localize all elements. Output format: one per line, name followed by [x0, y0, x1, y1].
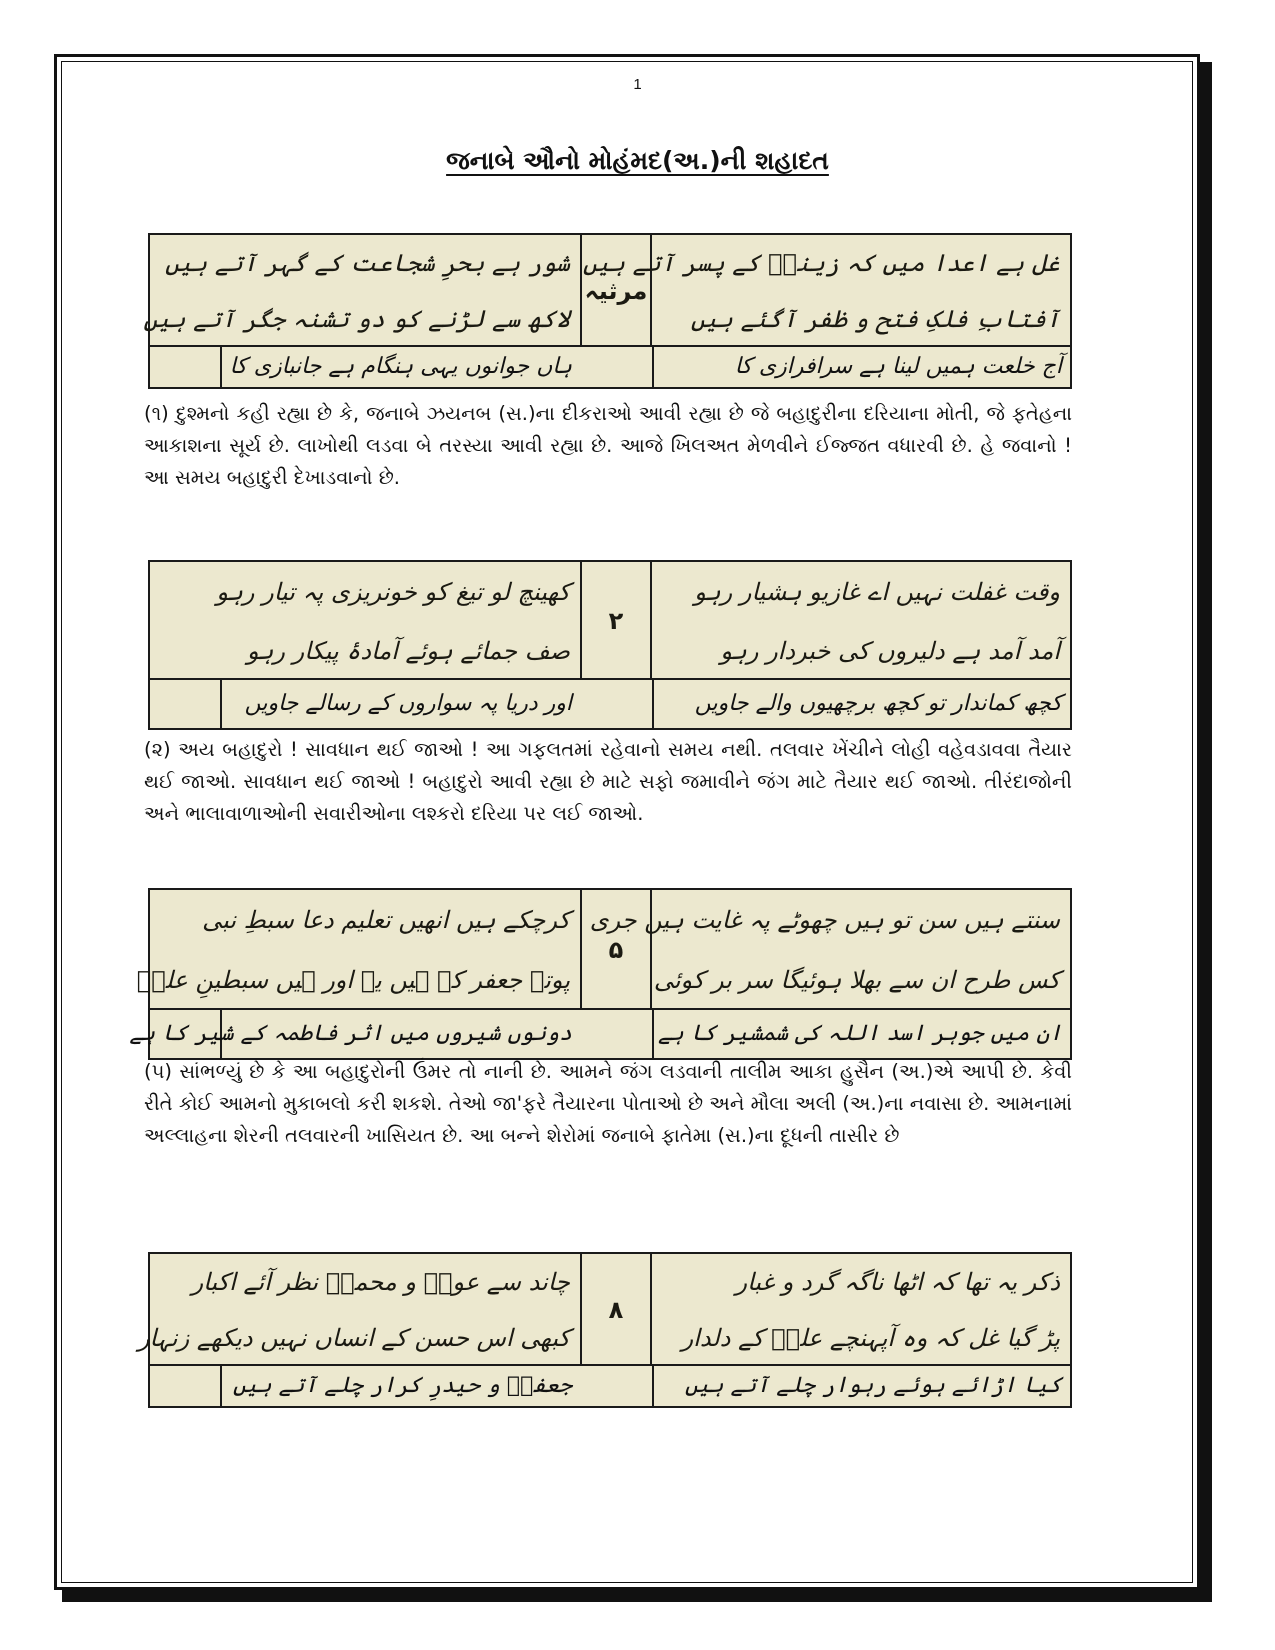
scan-verse-line: ذکر یہ تھا کہ اٹھا ناگہ گرد و غبار [735, 1268, 1060, 1296]
scan-footer-left: اور دریا پہ سواروں کے رسالے جاویں [220, 680, 582, 728]
scan-footer-right: کیا اڑائے ہوئے رہوار چلے آتے ہیں [652, 1366, 1072, 1406]
scan-footer-row [150, 680, 1070, 728]
scan-verse-line: شور ہے بحرِ شجاعت کے گہر آتے ہیں [165, 249, 570, 277]
scan-verse-number: ۵ [582, 890, 652, 1010]
scan-verse-line: کرچکے ہیں انھیں تعلیم دعا سبطِ نبی [202, 906, 570, 934]
scan-verse-line: کھینچ لو تیغ کو خونریزی پہ تیار رہو [216, 577, 570, 606]
gujarati-translation-1: (૧) દુશ્મનો કહી રહ્યા છે કે, જનાબે ઝયનબ (સ.)ના દીકરાઓ આવી રહ્યા છે જે બહાદુરીના દરિયાના મોતી, જે ફતેહના આકાશના સૂર્ય છે. લાખોથી લડવા બે તરસ્યા આવી રહ્યા છે. આજે ખિલઅત મેળવીને ઈજ્જત વધારવી છે. હે જવાનો ! આ સમય બહાદુરી દેખાડવાનો છે. [144, 402, 1072, 489]
manuscript-scan-3 [129, 888, 1072, 1060]
scan-footer-row [129, 1010, 1070, 1058]
scan-footer-row [150, 1366, 1070, 1406]
scan-verse-line: کبھی اس حسن کے انساں نہیں دیکھے زنہار [137, 1324, 570, 1352]
scan-verse-line: چاند سے عونؑ و محمدؑ نظر آئے اکبار [191, 1268, 570, 1296]
manuscript-scan-1 [143, 233, 1072, 389]
scan-verse-number: ۲ [582, 562, 652, 680]
scan-verse-line: آفتابِ فلکِ فتح و ظفر آگئے ہیں [690, 305, 1060, 333]
gujarati-translation-3: (૫) સાંભળ્યું છે કે આ બહાદુરોની ઉંમર તો નાની છે. આમને જંગ લડવાની તાલીમ આકા હુસૈન (અ.)એ આપી છે. કેવી રીતે કોઈ આમનો મુકાબલો કરી શકશે. તેઓ જા'ફરે તૈયારના પોતાઓ છે અને મૌલા અલી (અ.)ના નવાસા છે. આમનામાં અલ્લાહના શેરની તલવારની ખાસિયત છે. આ બન્ને શેરોમાં જનાબે ફાતેમા (સ.)ના દૂધની તાસીર છે [144, 1060, 1072, 1147]
scan-verse-line: غل ہے اعدا میں کہ زینبؑ کے پسر آتے ہیں [582, 249, 1060, 277]
manuscript-scan-2 [148, 560, 1072, 730]
scan-right-column [652, 562, 1070, 680]
scan-verse-line: سنتے ہیں سن تو ہیں چھوٹے پہ غایت ہیں جری [589, 906, 1060, 934]
page-title: જનાબે ઔનો મોહંમદ(અ.)ની શહાદત [446, 146, 829, 175]
scan-verse-line: کس طرح ان سے بھلا ہوئیگا سر بر کوئی [653, 966, 1060, 994]
scan-footer-right: کچھ کماندار تو کچھ برچھیوں والے جاویں [652, 680, 1072, 728]
scan-footer-right: ان میں جوہر اسد اللہ کی شمشیر کا ہے [652, 1010, 1072, 1058]
page-number: 1 [633, 76, 642, 93]
scan-verse-line: وقت غفلت نہیں اے غازیو ہشیار رہو [694, 577, 1060, 606]
scan-verse-line: صف جمائے ہوئے آمادۂ پیکار رہو [246, 636, 570, 665]
scan-verse-line: لاکھ سے لڑنے کو دو تشنہ جگر آتے ہیں [143, 305, 570, 333]
scan-footer-left: ہاں جوانوں یہی ہنگام ہے جانبازی کا [220, 347, 582, 387]
scan-left-column [137, 1254, 582, 1366]
scan-left-column [136, 890, 582, 1010]
scan-verse-line: پوتے جعفر کے ہیں یہ اور ہیں سبطینِ علیؑ [136, 966, 570, 994]
scan-footer-row [150, 347, 1070, 387]
scan-verse-line: پڑ گیا غل کہ وہ آپہنچے علیؑ کے دلدار [681, 1324, 1060, 1352]
gujarati-translation-2: (૨) અય બહાદુરો ! સાવધાન થઈ જાઓ ! આ ગફલતમાં રહેવાનો સમય નથી. તલવાર ખેંચીને લોહી વહેવડાવવા તૈયાર થઈ જાઓ. સાવધાન થઈ જાઓ ! બહાદુરો આવી રહ્યા છે માટે સફો જમાવીને જંગ માટે તૈયાર થઈ જાઓ. તીરંદાજોની અને ભાલાવાળાઓની સવારીઓના લશ્કરો દરિયા પર લઈ જાઓ. [144, 738, 1072, 825]
scan-verse-line: آمد آمد ہے دلیروں کی خبردار رہو [720, 636, 1060, 665]
manuscript-scan-4 [137, 1252, 1072, 1408]
scan-verse-number: مرثیہ [582, 235, 652, 347]
scan-footer-left: دونوں شیروں میں اثر فاطمہ کے شیر کا ہے [220, 1010, 582, 1058]
scan-footer-right: آج خلعت ہمیں لینا ہے سرافرازی کا [652, 347, 1072, 387]
scan-left-column [143, 235, 582, 347]
scan-left-column [150, 562, 582, 680]
scan-verse-number: ۸ [582, 1254, 652, 1366]
scan-footer-left: جعفرؑ و حیدرِ کرار چلے آتے ہیں [220, 1366, 582, 1406]
scan-right-column [589, 890, 1070, 1010]
scan-right-column [652, 1254, 1070, 1366]
